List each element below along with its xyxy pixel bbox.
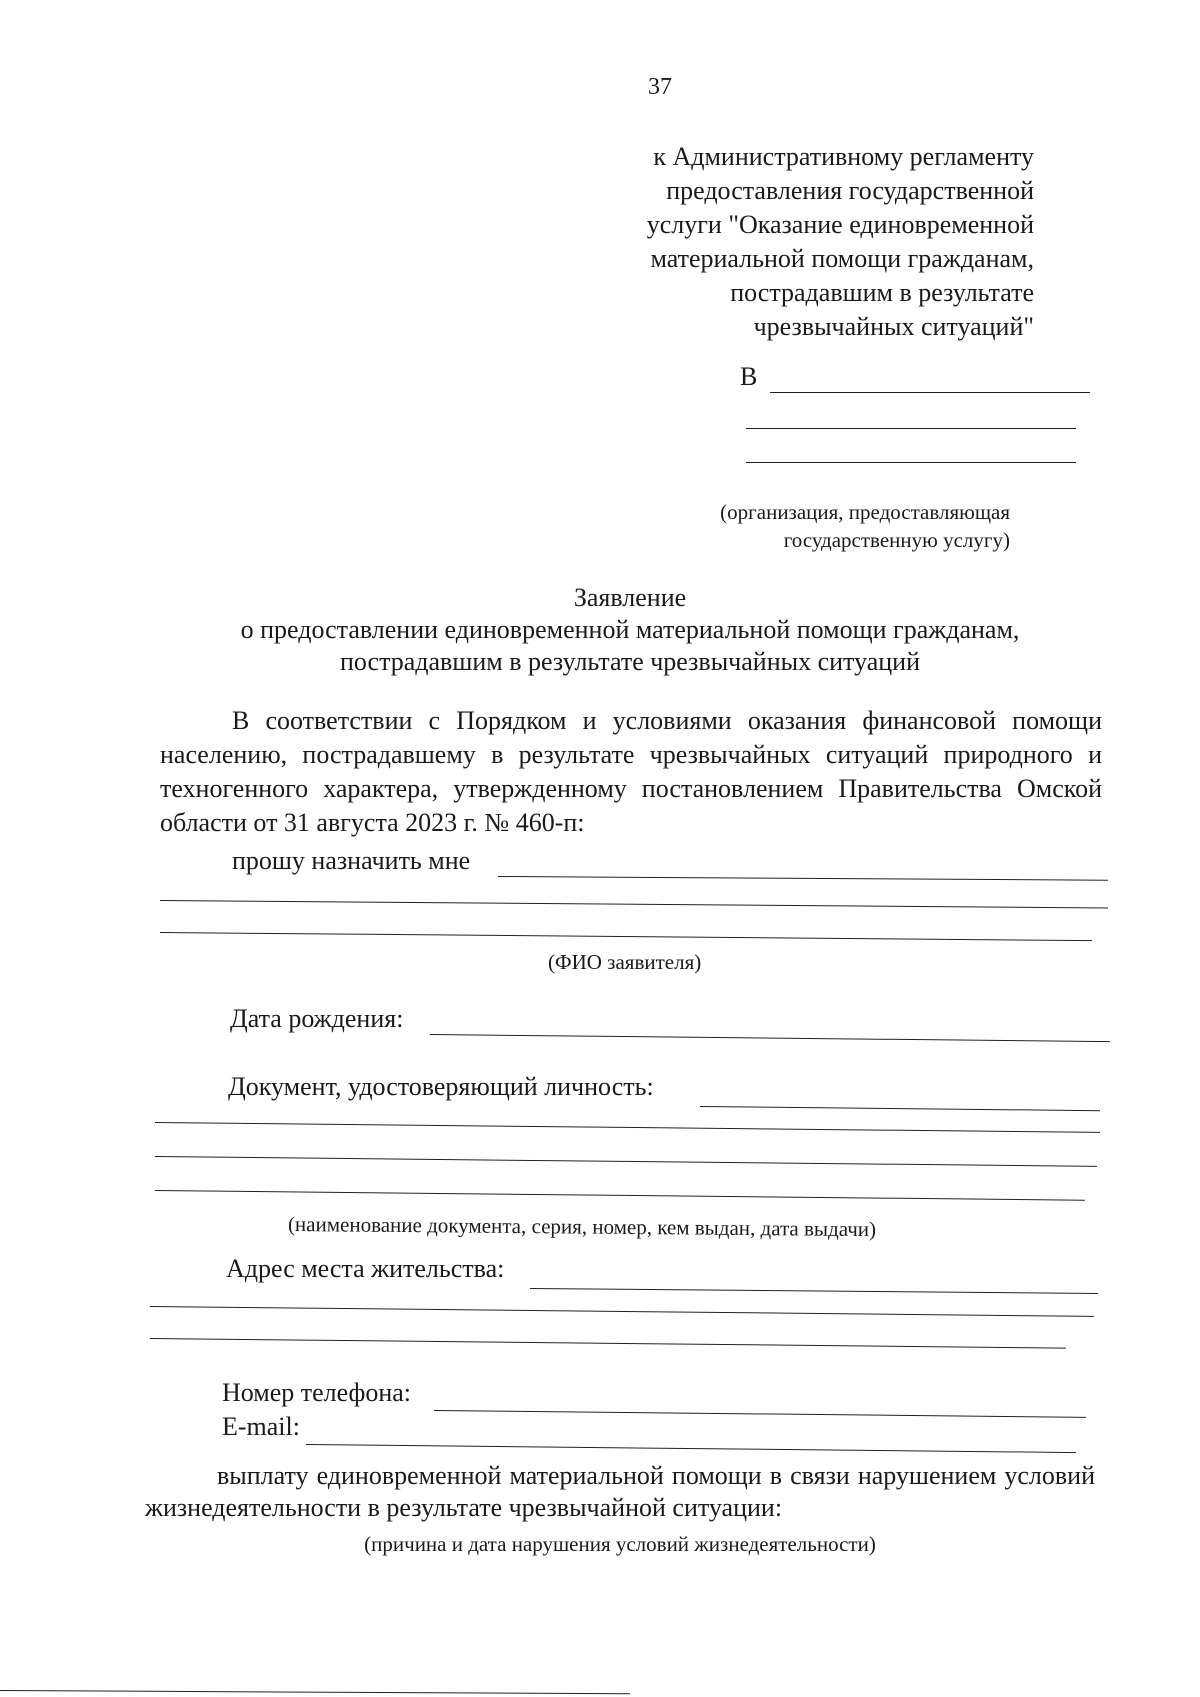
recipient-caption-line: государственную услугу) xyxy=(783,528,1010,552)
attachment-note xyxy=(554,140,1034,344)
title-subtitle-line: пострадавшим в результате чрезвычайных ситуаций xyxy=(339,647,921,676)
recipient-prefix: В xyxy=(740,362,758,391)
fio-caption: (ФИО заявителя) xyxy=(548,950,702,974)
recipient-blank-line[interactable] xyxy=(746,462,1076,463)
email-line[interactable] xyxy=(306,1444,1076,1453)
fio-line[interactable] xyxy=(498,876,1108,881)
birth-date-line[interactable] xyxy=(430,1034,1110,1042)
recipient-blank-line[interactable] xyxy=(746,428,1076,429)
intro-paragraph: В соответствии с Порядком и условиями оказания финансовой помощи населению, пострадавшему в результате чрезвычайных ситуаций природного и техногенного характера, утвержденному постановлением Правительства Омской области от 31 августа 2023 г. № 460-п: xyxy=(160,706,1102,837)
attachment-line: услуги "Оказание единовременной xyxy=(646,210,1034,239)
address-line[interactable] xyxy=(150,1306,1094,1317)
fio-line[interactable] xyxy=(160,900,1108,908)
id-document-line[interactable] xyxy=(155,1122,1100,1133)
title-heading: Заявление xyxy=(573,583,687,612)
address-line[interactable] xyxy=(150,1338,1066,1349)
attachment-line: к Административному регламенту xyxy=(653,142,1034,171)
id-document-caption: (наименование документа, серия, номер, кем выдан, дата выдачи) xyxy=(287,1212,877,1242)
attachment-line: материальной помощи гражданам, xyxy=(650,244,1034,273)
id-document-line[interactable] xyxy=(155,1190,1085,1201)
phone-line[interactable] xyxy=(434,1410,1086,1418)
address-label: Адрес места жительства: xyxy=(226,1254,505,1283)
id-document-line[interactable] xyxy=(700,1106,1100,1111)
id-document-label: Документ, удостоверяющий личность: xyxy=(228,1072,654,1101)
page-number: 37 xyxy=(648,74,672,100)
id-document-line[interactable] xyxy=(155,1156,1097,1167)
attachment-line: предоставления государственной xyxy=(666,176,1034,205)
email-label: E-mail: xyxy=(222,1412,300,1441)
attachment-line: чрезвычайных ситуаций" xyxy=(753,312,1034,341)
recipient-caption-line: (организация, предоставляющая xyxy=(720,500,1010,524)
recipient-blank-line[interactable] xyxy=(770,392,1090,393)
title-subtitle-line: о предоставлении единовременной материальной помощи гражданам, xyxy=(240,615,1020,644)
attachment-line: пострадавшим в результате xyxy=(730,278,1034,307)
reason-line[interactable] xyxy=(0,1690,630,1694)
address-line[interactable] xyxy=(530,1288,1098,1294)
request-label: прошу назначить мне xyxy=(232,846,471,875)
document-title xyxy=(160,582,1100,678)
recipient-caption xyxy=(650,498,1010,554)
payment-paragraph: выплату единовременной материальной помощи в связи нарушением условий жизнедеятельности в результате чрезвычайной ситуации: xyxy=(145,1461,1095,1522)
fio-line[interactable] xyxy=(160,932,1092,941)
reason-caption: (причина и дата нарушения условий жизнедеятельности) xyxy=(364,1532,876,1556)
phone-label: Номер телефона: xyxy=(222,1378,412,1407)
birth-date-label: Дата рождения: xyxy=(230,1004,404,1033)
